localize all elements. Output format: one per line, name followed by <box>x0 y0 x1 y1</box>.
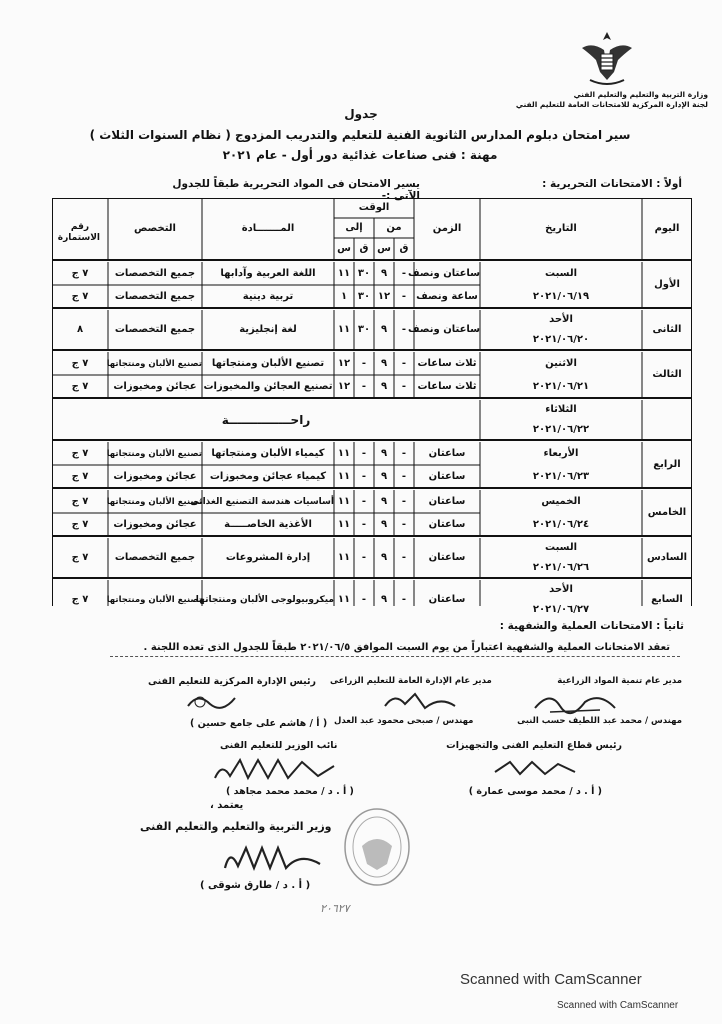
divider <box>110 656 680 657</box>
date-4: ٢٠٢١/٠٦/٢٢ <box>532 424 590 435</box>
row-1-2-duration: ساعة ونصف <box>416 290 478 302</box>
sector-head-title: رئيس قطاع التعليم الفنى والتجهيزات <box>446 740 622 751</box>
row-3-1-form-number: ٧ ج <box>71 357 89 369</box>
row-3-1-to-minute: - <box>361 357 367 369</box>
header-time: الوقت <box>358 202 390 213</box>
row-2-1-duration: ساعتان ونصف <box>407 324 480 335</box>
row-2-1-to-minute: ٣٠ <box>357 324 371 335</box>
row-1-1-subject: اللغة العربية وآدابها <box>220 267 316 279</box>
row-8-1-form-number: ٧ ج <box>71 594 89 605</box>
central-admin-name: ( أ / هاشم على جامع حسين ) <box>190 718 328 729</box>
row-5-2-duration: ساعتان <box>428 470 466 482</box>
ministry-stamp-icon <box>342 806 412 888</box>
header-from-hour: س <box>377 243 391 254</box>
row-5-2-from-hour: ٩ <box>380 470 388 482</box>
header-to-minute: ق <box>359 243 369 254</box>
deputy-minister-title: نائب الوزير للتعليم الفنى <box>220 740 338 751</box>
row-5-1-duration: ساعتان <box>428 447 466 459</box>
weekday-7: السبت <box>544 542 578 553</box>
row-8-1-subject: ميكروبيولوجى الألبان ومنتجاتها <box>195 595 334 605</box>
row-3-2-to-minute: - <box>361 380 367 392</box>
header-form-number: رقم الاستمارة <box>57 222 100 243</box>
section2-text: تعقد الامتحانات العملية والشفهية اعتباراً من يوم السبت الموافق ٢٠٢١/٠٦/٥ طبقاً للجدول الذى تعده اللجنة . <box>143 642 670 653</box>
row-6-1-to-hour: ١١ <box>337 495 351 507</box>
row-1-1-from-minute: - <box>401 267 407 279</box>
eagle-emblem-icon <box>578 28 636 90</box>
weekday-2: الأحد <box>549 314 573 325</box>
row-6-1-duration: ساعتان <box>428 495 466 507</box>
row-1-1-to-hour: ١١ <box>337 267 351 279</box>
row-3-2-from-hour: ٩ <box>380 380 388 392</box>
row-7-1-to-hour: ١١ <box>337 552 351 563</box>
weekday-4: الثلاثاء <box>545 404 577 415</box>
weekday-5: الأربعاء <box>543 447 579 459</box>
row-6-2-subject: الأغذية الخاصـــــة <box>224 518 312 530</box>
date-6: ٢٠٢١/٠٦/٢٤ <box>532 518 590 530</box>
row-1-2-to-hour: ١ <box>340 290 348 302</box>
row-1-1-form-number: ٧ ج <box>71 267 89 279</box>
agri-director-name: مهندس / صبحى محمود عبد العدل <box>334 716 474 726</box>
row-2-1-from-minute: - <box>401 324 407 335</box>
day-5: الرابع <box>653 459 681 470</box>
header-date: التاريخ <box>545 223 577 234</box>
row-1-2-from-minute: - <box>401 290 407 302</box>
date-7: ٢٠٢١/٠٦/٢٦ <box>532 562 590 573</box>
section2-label: ثانياً : الامتحانات العملية والشفهية : <box>499 620 684 632</box>
row-6-1-to-minute: - <box>361 495 367 507</box>
row-2-1-specialty: جميع التخصصات <box>114 324 196 335</box>
row-7-1-to-minute: - <box>361 552 367 563</box>
sector-head-name: ( أ . د / محمد موسى عمارة ) <box>468 786 602 797</box>
row-5-1-to-hour: ١١ <box>337 447 351 459</box>
weekday-1: السبت <box>544 267 578 279</box>
row-1-2-form-number: ٧ ج <box>71 290 89 302</box>
signature-sector-head <box>490 756 580 782</box>
header-specialty: التخصص <box>134 223 176 234</box>
row-3-2-from-minute: - <box>401 380 407 392</box>
minister-title: وزير التربية والتعليم والتعليم الفنى <box>140 820 332 833</box>
row-6-1-subject: أساسيات هندسة التصنيع الغذائى <box>190 496 334 507</box>
row-5-1-from-minute: - <box>401 447 407 459</box>
profession-line: مهنة : فنى صناعات غذائية دور أول - عام ٢٠٢١ <box>222 148 498 162</box>
date-5: ٢٠٢١/٠٦/٢٣ <box>532 470 590 482</box>
document-title: جدول <box>344 107 378 121</box>
row-6-2-from-minute: - <box>401 518 407 530</box>
row-1-2-specialty: جميع التخصصات <box>114 290 196 302</box>
camscanner-watermark-small: Scanned with CamScanner <box>557 1000 679 1011</box>
signature-central-admin <box>180 690 250 716</box>
row-5-1-specialty: تصنيع الألبان ومنتجاتها <box>106 448 202 459</box>
row-1-1-duration: ساعتان ونصف <box>407 267 480 279</box>
day-2: الثانى <box>652 324 682 335</box>
row-7-1-subject: إدارة المشروعات <box>225 552 311 563</box>
adopted-label: يعتمد ، <box>210 800 244 811</box>
agri-materials-name: مهندس / محمد عبد اللطيف حسب النبى <box>517 716 682 726</box>
section1-label: أولاً : الامتحانات التحريرية : <box>542 178 682 190</box>
row-8-1-specialty: تصنيع الألبان ومنتجاتها <box>106 595 202 605</box>
date-1: ٢٠٢١/٠٦/١٩ <box>532 290 590 302</box>
row-5-1-from-hour: ٩ <box>380 447 388 459</box>
row-7-1-from-minute: - <box>401 552 407 563</box>
rest-day: راحـــــــــــــــة <box>221 413 311 427</box>
row-2-1-form-number: ٨ <box>76 324 84 335</box>
central-admin-title: رئيس الإدارة المركزية للتعليم الفنى <box>148 676 317 687</box>
weekday-8: الأحد <box>549 584 573 595</box>
minister-name: ( أ . د / طارق شوقى ) <box>200 880 311 891</box>
row-3-1-to-hour: ١٢ <box>337 357 351 369</box>
camscanner-watermark: Scanned with CamScanner <box>460 971 642 988</box>
row-6-2-from-hour: ٩ <box>380 518 388 530</box>
row-7-1-form-number: ٧ ج <box>71 552 89 563</box>
row-2-1-from-hour: ٩ <box>380 324 388 335</box>
row-6-1-specialty: تصنيع الألبان ومنتجاتها <box>106 496 202 507</box>
row-8-1-from-minute: - <box>401 594 407 605</box>
section1-intro: يسير الامتحان فى المواد التحريرية طبقاً للجدول الآتى :- <box>172 178 420 202</box>
row-6-2-duration: ساعتان <box>428 518 466 530</box>
row-8-1-to-minute: - <box>361 594 367 605</box>
row-1-2-to-minute: ٣٠ <box>357 290 371 302</box>
agri-materials-title: مدير عام تنمية المواد الزراعية <box>557 676 682 686</box>
row-2-1-to-hour: ١١ <box>337 324 351 335</box>
row-5-2-to-hour: ١١ <box>337 470 351 482</box>
row-1-1-to-minute: ٣٠ <box>357 267 371 279</box>
weekday-3: الاثنين <box>545 357 577 369</box>
weekday-6: الخميس <box>541 495 581 507</box>
row-7-1-specialty: جميع التخصصات <box>114 552 196 563</box>
date-3: ٢٠٢١/٠٦/٢١ <box>532 380 590 392</box>
day-7: السادس <box>646 552 688 563</box>
document-subtitle: سير امتحان دبلوم المدارس الثانوية الفنية للتعليم والتدريب المزدوج ( نظام السنوات الثلاث ) <box>89 128 631 142</box>
signature-deputy-minister <box>210 752 340 786</box>
day-3: الثالث <box>652 369 682 380</box>
day-6: الخامس <box>647 507 687 518</box>
row-5-2-to-minute: - <box>361 470 367 482</box>
row-1-2-from-hour: ١٢ <box>377 290 391 302</box>
header-subject: المـــــــادة <box>241 223 295 234</box>
row-3-1-from-minute: - <box>401 357 407 369</box>
row-3-2-subject: تصنيع العجائن والمخبوزات <box>203 380 333 392</box>
row-6-1-form-number: ٧ ج <box>71 495 89 507</box>
row-8-1-duration: ساعتان <box>428 594 466 605</box>
deputy-minister-name: ( أ . د / محمد محمد مجاهد ) <box>226 786 354 797</box>
row-3-2-to-hour: ١٢ <box>337 380 351 392</box>
row-6-1-from-hour: ٩ <box>380 495 388 507</box>
agri-director-title: مدير عام الإدارة العامة للتعليم الزراعى <box>330 676 492 686</box>
date-8: ٢٠٢١/٠٦/٢٧ <box>532 604 590 615</box>
stamp-number: ٢٠٦٢٧ <box>320 902 350 915</box>
row-1-1-specialty: جميع التخصصات <box>114 267 196 279</box>
row-5-1-subject: كيمياء الألبان ومنتجاتها <box>211 447 325 459</box>
row-3-2-duration: ثلاث ساعات <box>417 380 477 392</box>
row-7-1-from-hour: ٩ <box>380 552 388 563</box>
row-2-1-subject: لغة إنجليزية <box>239 324 297 335</box>
row-5-1-to-minute: - <box>361 447 367 459</box>
row-5-2-subject: كيمياء عجائن ومخبوزات <box>209 470 327 482</box>
exam-schedule-table <box>52 198 692 615</box>
row-3-1-specialty: تصنيع الألبان ومنتجاتها <box>106 358 202 369</box>
day-8: السابع <box>651 594 683 605</box>
signature-agri-director <box>380 688 460 716</box>
row-6-2-specialty: عجائن ومخبوزات <box>113 518 197 530</box>
row-5-2-form-number: ٧ ج <box>71 470 89 482</box>
row-7-1-duration: ساعتان <box>428 552 466 563</box>
signature-agri-materials <box>530 688 620 718</box>
header-from-minute: ق <box>399 243 409 254</box>
row-8-1-from-hour: ٩ <box>380 594 388 605</box>
header-to-hour: س <box>337 243 351 254</box>
row-3-1-subject: تصنيع الألبان ومنتجاتها <box>211 357 325 369</box>
header-day: اليوم <box>654 223 680 234</box>
date-2: ٢٠٢١/٠٦/٢٠ <box>532 334 590 345</box>
row-1-1-from-hour: ٩ <box>380 267 388 279</box>
row-3-1-duration: ثلاث ساعات <box>417 357 477 369</box>
row-3-1-from-hour: ٩ <box>380 357 388 369</box>
row-5-2-from-minute: - <box>401 470 407 482</box>
header-from: من <box>386 222 402 233</box>
row-6-2-to-hour: ١١ <box>337 518 351 530</box>
header-duration: الزمن <box>432 223 462 234</box>
row-6-1-from-minute: - <box>401 495 407 507</box>
row-3-2-specialty: عجائن ومخبوزات <box>113 380 197 392</box>
signature-minister <box>220 838 330 878</box>
header-to: إلى <box>345 222 363 233</box>
row-3-2-form-number: ٧ ج <box>71 380 89 392</box>
row-5-1-form-number: ٧ ج <box>71 447 89 459</box>
row-8-1-to-hour: ١١ <box>337 594 351 605</box>
row-6-2-to-minute: - <box>361 518 367 530</box>
ministry-line1: وزارة التربية والتعليم والتعليم الفني <box>573 90 708 99</box>
row-1-2-subject: تربية دينية <box>242 290 294 302</box>
row-5-2-specialty: عجائن ومخبوزات <box>113 470 197 482</box>
ministry-line2: لجنة الإدارة المركزية للامتحانات العامة للتعليم الفني <box>515 100 708 109</box>
day-1: الأول <box>654 279 680 290</box>
row-6-2-form-number: ٧ ج <box>71 518 89 530</box>
